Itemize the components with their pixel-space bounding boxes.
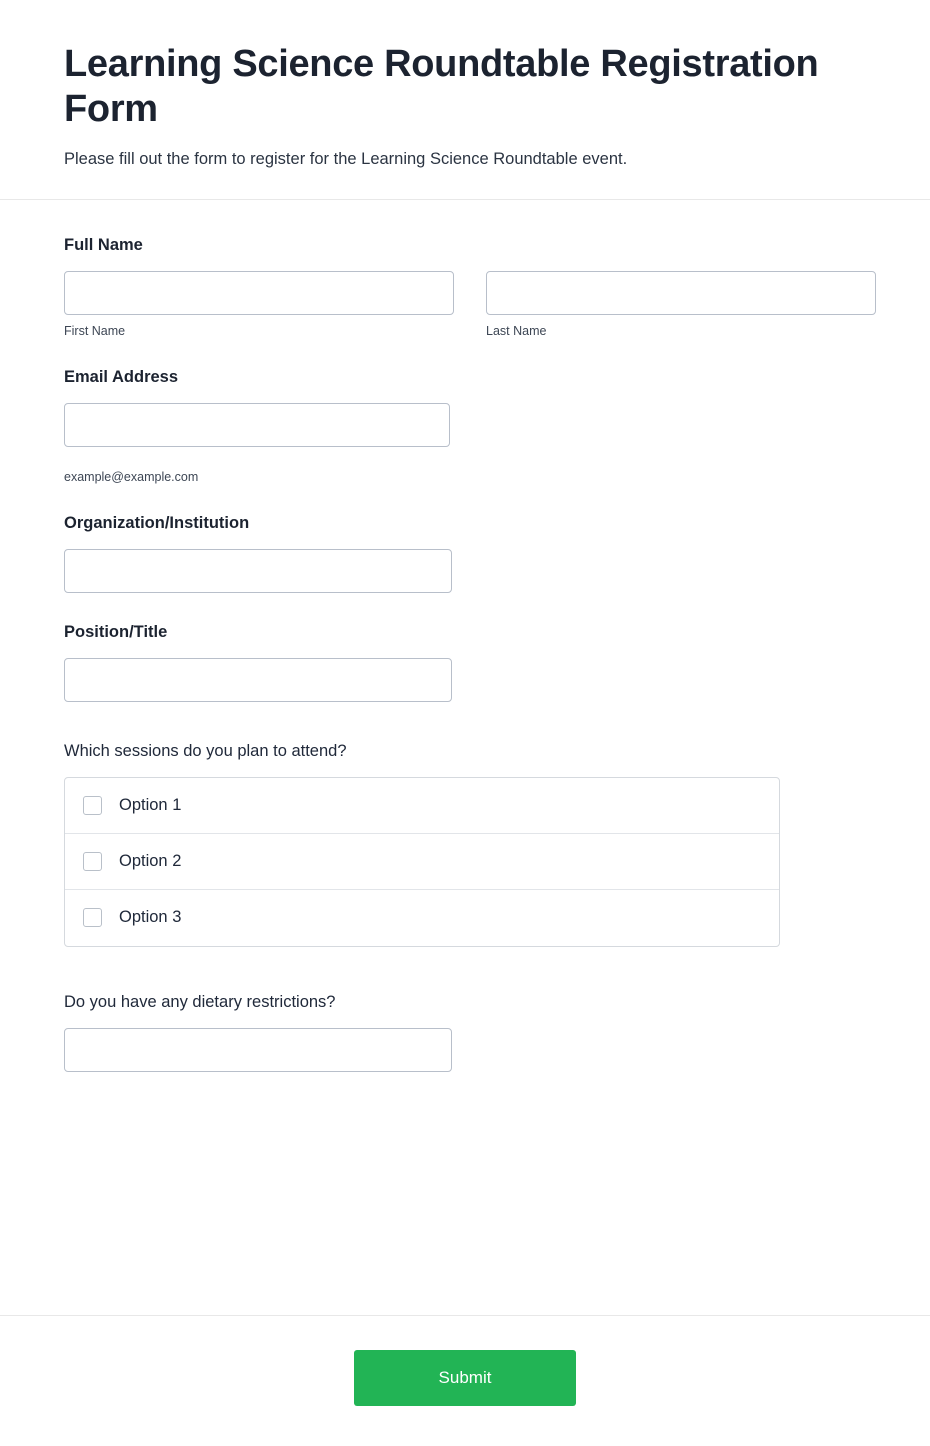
first-name-column bbox=[64, 271, 454, 338]
checkbox-label: Option 2 bbox=[119, 851, 182, 870]
organization-label: Organization/Institution bbox=[64, 513, 250, 532]
dietary-label: Do you have any dietary restrictions? bbox=[64, 992, 336, 1011]
full-name-label: Full Name bbox=[64, 235, 143, 254]
email-input[interactable] bbox=[64, 403, 450, 447]
email-label: Email Address bbox=[64, 367, 179, 386]
checkbox-icon[interactable] bbox=[83, 908, 102, 927]
field-organization bbox=[64, 514, 866, 593]
email-sublabel: example@example.com bbox=[64, 469, 199, 484]
full-name-row bbox=[64, 271, 866, 338]
field-dietary-restrictions bbox=[64, 993, 866, 1072]
field-email-address bbox=[64, 368, 866, 484]
sessions-label: Which sessions do you plan to attend? bbox=[64, 741, 347, 760]
dietary-input[interactable] bbox=[64, 1028, 452, 1072]
form-body bbox=[0, 200, 930, 1315]
last-name-input[interactable] bbox=[486, 271, 876, 315]
last-name-sublabel: Last Name bbox=[486, 323, 547, 338]
first-name-input[interactable] bbox=[64, 271, 454, 315]
form-subtitle: Please fill out the form to register for the Learning Science Roundtable event. bbox=[64, 149, 628, 168]
checkbox-row-option-1[interactable] bbox=[65, 778, 779, 834]
checkbox-label: Option 3 bbox=[119, 908, 182, 927]
first-name-sublabel: First Name bbox=[64, 323, 126, 338]
checkbox-label: Option 1 bbox=[119, 795, 182, 814]
checkbox-row-option-3[interactable] bbox=[65, 890, 779, 946]
position-label: Position/Title bbox=[64, 622, 168, 641]
checkbox-row-option-2[interactable] bbox=[65, 834, 779, 890]
submit-button[interactable]: Submit bbox=[354, 1350, 576, 1406]
checkbox-icon[interactable] bbox=[83, 852, 102, 871]
field-sessions bbox=[64, 742, 866, 947]
sessions-checkbox-group bbox=[64, 777, 780, 947]
organization-input[interactable] bbox=[64, 549, 452, 593]
page-title: Learning Science Roundtable Registration Form bbox=[64, 43, 819, 130]
form-footer bbox=[0, 1315, 930, 1446]
position-input[interactable] bbox=[64, 658, 452, 702]
field-full-name bbox=[64, 236, 866, 338]
last-name-column bbox=[486, 271, 876, 338]
checkbox-icon[interactable] bbox=[83, 796, 102, 815]
form-header bbox=[0, 0, 930, 200]
field-position-title bbox=[64, 623, 866, 702]
